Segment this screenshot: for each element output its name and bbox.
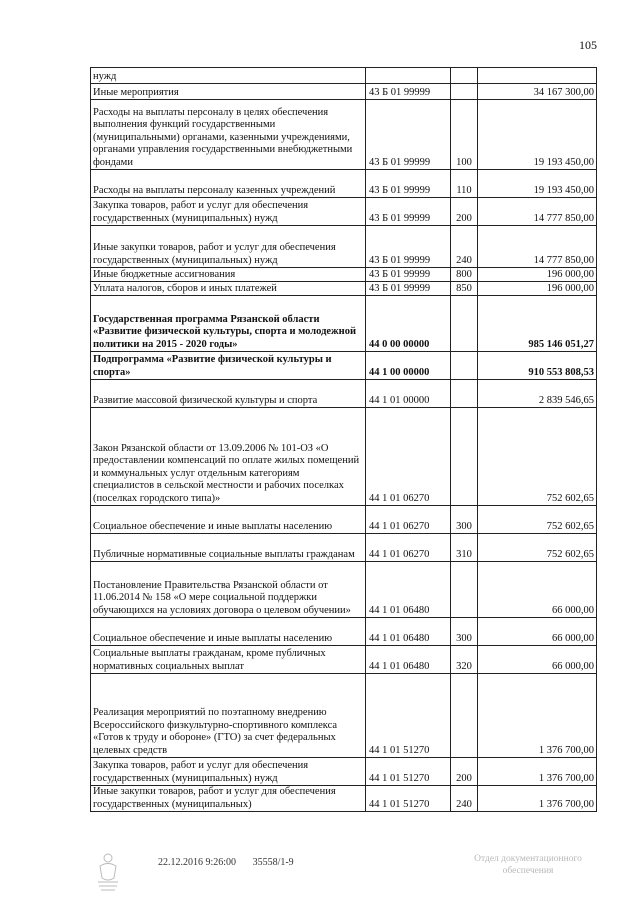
row-code-cell: 44 1 01 51270: [366, 758, 451, 786]
row-code-cell: 43 Б 01 99999: [366, 198, 451, 226]
row-code-cell: 44 1 01 06480: [366, 618, 451, 646]
row-code-cell: 44 1 01 06480: [366, 562, 451, 618]
row-code-cell: 44 1 01 06270: [366, 506, 451, 534]
row-vr-cell: 800: [451, 268, 478, 282]
table-row: [91, 226, 597, 268]
row-name-cell: Закон Рязанской области от 13.09.2006 № 101-ОЗ «О предоставлении компенсаций по оплате жилых помещений и коммунальных услуг отдельным категориям специалистов в сельской местности и рабочих поселках (поселках городского типа)»: [91, 408, 366, 506]
table-row: [91, 296, 597, 352]
row-vr-cell: 200: [451, 758, 478, 786]
row-name-cell: Реализация мероприятий по поэтапному внедрению Всероссийского физкультурно-спортивного комплекса «Готов к труду и обороне» (ГТО) за счет федеральных целевых средств: [91, 674, 366, 758]
row-name-cell: Закупка товаров, работ и услуг для обеспечения государственных (муниципальных) нужд: [91, 758, 366, 786]
row-name-cell: Расходы на выплаты персоналу казенных учреждений: [91, 170, 366, 198]
row-vr-cell: [451, 352, 478, 380]
table-row: [91, 352, 597, 380]
budget-table-body: [91, 68, 597, 812]
row-vr-cell: 240: [451, 226, 478, 268]
table-row: [91, 380, 597, 408]
table-row: [91, 282, 597, 296]
row-code-cell: 43 Б 01 99999: [366, 100, 451, 170]
row-vr-cell: [451, 408, 478, 506]
row-code-cell: 43 Б 01 99999: [366, 84, 451, 100]
row-name-cell: Иные мероприятия: [91, 84, 366, 100]
row-sum-cell: 66 000,00: [478, 618, 597, 646]
row-name-cell: Социальные выплаты гражданам, кроме публичных нормативных социальных выплат: [91, 646, 366, 674]
row-vr-cell: [451, 562, 478, 618]
row-code-cell: [366, 68, 451, 84]
budget-table: [90, 67, 597, 812]
table-row: [91, 268, 597, 282]
row-name-cell: Уплата налогов, сборов и иных платежей: [91, 282, 366, 296]
row-name-cell: Расходы на выплаты персоналу в целях обеспечения выполнения функций государственными (муниципальными) органами, казенными учреждениями, органами управления государственными внебюджетными фондами: [91, 100, 366, 170]
row-vr-cell: 300: [451, 506, 478, 534]
row-name-cell: Иные бюджетные ассигнования: [91, 268, 366, 282]
row-sum-cell: 752 602,65: [478, 506, 597, 534]
table-row: [91, 408, 597, 506]
row-sum-cell: 19 193 450,00: [478, 170, 597, 198]
row-sum-cell: 910 553 808,53: [478, 352, 597, 380]
row-vr-cell: 300: [451, 618, 478, 646]
table-row: [91, 758, 597, 786]
emblem-stamp-icon: [95, 852, 121, 892]
row-name-cell: Иные закупки товаров, работ и услуг для обеспечения государственных (муниципальных) нужд: [91, 226, 366, 268]
row-code-cell: 44 1 01 06480: [366, 646, 451, 674]
row-vr-cell: 110: [451, 170, 478, 198]
row-vr-cell: 240: [451, 786, 478, 812]
table-row: [91, 198, 597, 226]
row-sum-cell: 14 777 850,00: [478, 198, 597, 226]
row-name-cell: Государственная программа Рязанской области «Развитие физической культуры, спорта и молодежной политики на 2015 - 2020 годы»: [91, 296, 366, 352]
row-name-cell: Подпрограмма «Развитие физической культуры и спорта»: [91, 352, 366, 380]
page-number: 105: [579, 38, 597, 52]
row-code-cell: 43 Б 01 99999: [366, 268, 451, 282]
table-row: [91, 68, 597, 84]
row-code-cell: 43 Б 01 99999: [366, 170, 451, 198]
row-code-cell: 44 0 00 00000: [366, 296, 451, 352]
row-sum-cell: 66 000,00: [478, 562, 597, 618]
row-sum-cell: 66 000,00: [478, 646, 597, 674]
row-sum-cell: 2 839 546,65: [478, 380, 597, 408]
row-vr-cell: 310: [451, 534, 478, 562]
row-code-cell: 44 1 01 06270: [366, 408, 451, 506]
row-sum-cell: 34 167 300,00: [478, 84, 597, 100]
row-vr-cell: 200: [451, 198, 478, 226]
row-vr-cell: [451, 380, 478, 408]
row-vr-cell: [451, 296, 478, 352]
table-row: [91, 534, 597, 562]
table-row: [91, 618, 597, 646]
row-name-cell: Развитие массовой физической культуры и спорта: [91, 380, 366, 408]
row-sum-cell: 14 777 850,00: [478, 226, 597, 268]
row-vr-cell: 850: [451, 282, 478, 296]
footer-datetime: 22.12.2016 9:26:00: [158, 857, 237, 868]
watermark: Отдел документационного обеспечения: [474, 854, 582, 876]
row-sum-cell: 1 376 700,00: [478, 674, 597, 758]
table-row: [91, 506, 597, 534]
row-code-cell: 43 Б 01 99999: [366, 282, 451, 296]
row-name-cell: Иные закупки товаров, работ и услуг для обеспечения государственных (муниципальных): [91, 786, 366, 812]
table-row: [91, 100, 597, 170]
row-sum-cell: 1 376 700,00: [478, 758, 597, 786]
table-row: [91, 170, 597, 198]
row-code-cell: 44 1 01 00000: [366, 380, 451, 408]
row-vr-cell: [451, 84, 478, 100]
row-sum-cell: 19 193 450,00: [478, 100, 597, 170]
row-name-cell: Публичные нормативные социальные выплаты гражданам: [91, 534, 366, 562]
row-sum-cell: 196 000,00: [478, 282, 597, 296]
row-code-cell: 44 1 00 00000: [366, 352, 451, 380]
row-sum-cell: 752 602,65: [478, 408, 597, 506]
row-sum-cell: [478, 68, 597, 84]
row-vr-cell: [451, 68, 478, 84]
row-code-cell: 44 1 01 06270: [366, 534, 451, 562]
table-row: [91, 646, 597, 674]
row-code-cell: 44 1 01 51270: [366, 786, 451, 812]
row-name-cell: Постановление Правительства Рязанской области от 11.06.2014 № 158 «О мере социальной поддержки обучающихся на условиях договора о целевом обучении»: [91, 562, 366, 618]
row-name-cell: Закупка товаров, работ и услуг для обеспечения государственных (муниципальных) нужд: [91, 198, 366, 226]
row-name-cell: Социальное обеспечение и иные выплаты населению: [91, 506, 366, 534]
row-sum-cell: 1 376 700,00: [478, 786, 597, 812]
row-vr-cell: [451, 674, 478, 758]
footer: [158, 857, 308, 868]
table-row: [91, 674, 597, 758]
table-row: [91, 84, 597, 100]
row-code-cell: 43 Б 01 99999: [366, 226, 451, 268]
row-name-cell: нужд: [91, 68, 366, 84]
row-vr-cell: 320: [451, 646, 478, 674]
row-code-cell: 44 1 01 51270: [366, 674, 451, 758]
footer-doc-number: 35558/1-9: [252, 857, 294, 868]
table-row: [91, 786, 597, 812]
row-name-cell: Социальное обеспечение и иные выплаты населению: [91, 618, 366, 646]
row-sum-cell: 752 602,65: [478, 534, 597, 562]
row-sum-cell: 985 146 051,27: [478, 296, 597, 352]
row-sum-cell: 196 000,00: [478, 268, 597, 282]
row-vr-cell: 100: [451, 100, 478, 170]
table-row: [91, 562, 597, 618]
